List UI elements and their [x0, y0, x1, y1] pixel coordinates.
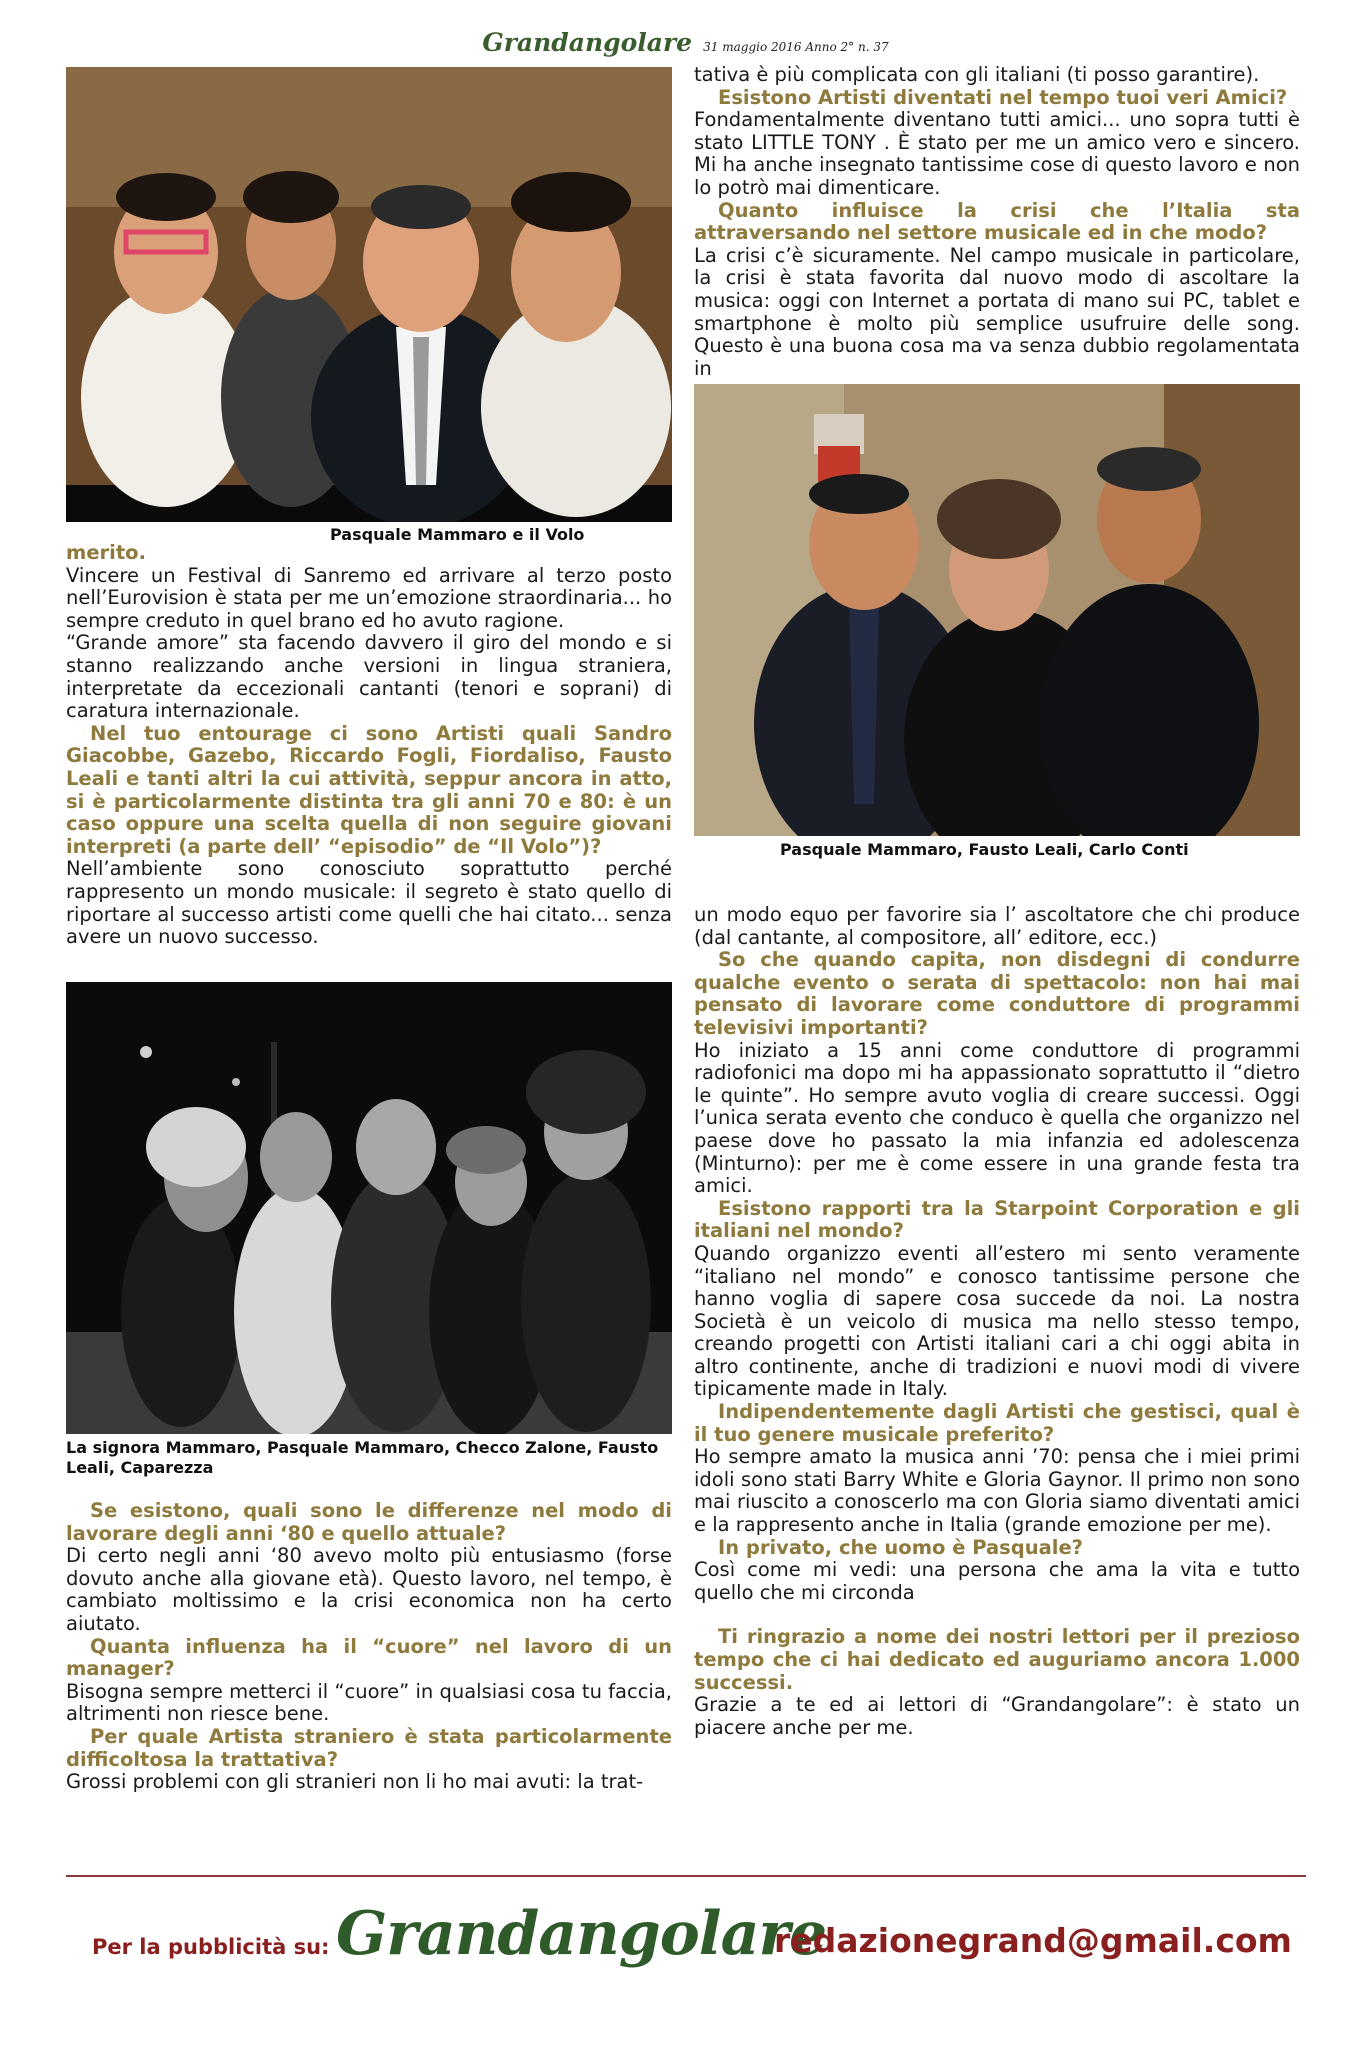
masthead-title: Grandangolare	[482, 28, 693, 57]
answer-left-top-2: “Grande amore” sta facendo davvero il giro del mondo e si stanno realizzando anche versioni in lingua straniera, interpretate da eccezionali cantanti (tenori e soprani) di caratura internazionale.	[66, 631, 672, 723]
caption-photo-2: Pasquale Mammaro, Fausto Leali, Carlo Conti	[780, 840, 1189, 859]
answer-right-bottom-6: Ho sempre amato la musica anni ’70: pensa che i miei primi idoli sono stati Barry White e Gloria Gaynor. Il primo non sono mai riuscito a conoscerlo ma con Gloria siamo diventati amici e la rappresento anche in Italia (grande emozione per me).	[694, 1445, 1300, 1537]
question-right-top-3: Quanto influisce la crisi che l’Italia sta attraversando nel settore musicale ed in che modo?	[694, 198, 1300, 245]
question-right-bottom-9: Ti ringrazio a nome dei nostri lettori per il prezioso tempo che ci hai dedicato ed auguriamo ancora 1.000 successi.	[694, 1625, 1300, 1694]
answer-right-bottom-2: Ho iniziato a 15 anni come conduttore di programmi radiofonici ma dopo mi ha appassionato soprattutto il “dietro le quinte”. Ho sempre avuto voglia di creare successi. Oggi l’unica serata evento che conduco è quella che organizzo nel paese dove ho passato la mia infanzia ed adolescenza (Minturno): per me è come essere in una grande festa tra amici.	[694, 1038, 1300, 1198]
question-right-bottom-3: Esistono rapporti tra la Starpoint Corporation e gli italiani nel mondo?	[694, 1196, 1300, 1243]
answer-left-top-1: Vincere un Festival di Sanremo ed arrivare al terzo posto nell’Eurovision è stata per me un’emozione straordinaria... ho sempre creduto in quel brano ed ho avuto ragione.	[66, 563, 672, 632]
caption-photo-1: Pasquale Mammaro e il Volo	[330, 525, 585, 544]
article-left-top	[66, 542, 672, 949]
footer-email[interactable]: redazionegrand@gmail.com	[774, 1921, 1292, 1960]
masthead-issue: 31 maggio 2016 Anno 2° n. 37	[703, 40, 889, 54]
question-left-bottom-4: Per quale Artista straniero è stata particolarmente difficoltosa la trattativa?	[66, 1724, 672, 1771]
question-left-bottom-0: Se esistono, quali sono le differenze nel modo di lavorare degli anni ‘80 e quello attuale?	[66, 1499, 672, 1545]
photo-mammaro-leali-conti	[694, 384, 1300, 836]
footer-ad	[66, 1899, 1306, 1985]
photo-group-bw	[66, 982, 672, 1434]
footer-divider	[66, 1875, 1306, 1877]
masthead	[0, 28, 1371, 57]
question-right-bottom-7: In privato, che uomo è Pasquale?	[718, 1535, 1083, 1559]
footer-ad-label: Per la pubblicità su:	[92, 1935, 330, 1959]
answer-right-bottom-0: un modo equo per favorire sia l’ ascoltatore che chi produce (dal cantante, al compositore, all’ editore, ecc.)	[694, 903, 1300, 949]
question-left-top-3: Nel tuo entourage ci sono Artisti quali Sandro Giacobbe, Gazebo, Riccardo Fogli, Fiordaliso, Fausto Leali e tanti altri la cui attività, seppur ancora in atto, si è particolarmente distinta tra gli anni 70 e 80: è un caso oppure una scelta quella di non seguire giovani interpreti (a parte dell’ “episodio” de “Il Volo”)?	[66, 721, 672, 858]
article-right-bottom	[694, 904, 1300, 1739]
answer-left-bottom-5: Grossi problemi con gli stranieri non li ho mai avuti: la trat-	[66, 1770, 644, 1794]
photo-mammaro-il-volo	[66, 67, 672, 522]
answer-right-bottom-4: Quando organizzo eventi all’estero mi sento veramente “italiano nel mondo” e conosco tantissime persone che hanno voglia di sapere cosa succede da noi. La nostra Società è un veicolo di musica ma nello stesso tempo, creando progetti con Artisti italiani cari a chi oggi abita in altro continente, anche di tradizioni e nuovi modi di vivere tipicamente made in Italy.	[694, 1241, 1300, 1401]
question-right-bottom-5: Indipendentemente dagli Artisti che gestisci, qual è il tuo genere musicale preferito?	[694, 1400, 1300, 1446]
article-left-bottom	[66, 1500, 672, 1794]
answer-left-top-4: Nell’ambiente sono conosciuto soprattutto perché rappresento un mondo musicale: il segreto è stato quello di riportare al successo artisti come quelli che hai citato... senza avere un nuovo successo.	[66, 857, 672, 949]
question-right-bottom-1: So che quando capita, non disdegni di condurre qualche evento o serata di spettacolo: non hai mai pensato di lavorare come conduttore di programmi televisivi importanti?	[694, 948, 1300, 1039]
answer-right-top-2: Fondamentalmente diventano tutti amici... uno sopra tutti è stato LITTLE TONY . È stato per me un amico vero e sincero. Mi ha anche insegnato tantissime cose di questo lavoro e non lo potrò mai dimenticare.	[694, 108, 1300, 199]
footer-logo: Grandangolare	[336, 1899, 827, 1969]
answer-right-top-4: La crisi c’è sicuramente. Nel campo musicale in particolare, la crisi è stata favorita dal nuovo modo di ascoltare la musica: oggi con Internet a portata di mano sui PC, tablet e smartphone è molto più semplice usufruire delle song. Questo è una buona cosa ma va senza dubbio regolamentata in	[694, 243, 1300, 380]
answer-right-top-0: tativa è più complicata con gli italiani (ti posso garantire).	[694, 63, 1260, 86]
question-left-bottom-2: Quanta influenza ha il “cuore” nel lavoro di un manager?	[66, 1634, 672, 1681]
answer-left-top-0: merito.	[66, 541, 146, 564]
answer-right-bottom-8: Così come mi vedi: una persona che ama la vita e tutto quello che mi circonda	[694, 1558, 1300, 1604]
question-right-top-1: Esistono Artisti diventati nel tempo tuoi veri Amici?	[718, 85, 1288, 109]
caption-photo-3: La signora Mammaro, Pasquale Mammaro, Checco Zalone, Fausto Leali, Caparezza	[66, 1438, 659, 1477]
answer-left-bottom-1: Di certo negli anni ‘80 avevo molto più entusiasmo (forse dovuto anche alla giovane età). Questo lavoro, nel tempo, è cambiato moltissimo e la crisi economica non ha certo aiutato.	[66, 1544, 672, 1635]
answer-right-bottom-10: Grazie a te ed ai lettori di “Grandangolare”: è stato un piacere anche per me.	[694, 1693, 1300, 1739]
article-right-top	[694, 64, 1300, 380]
answer-left-bottom-3: Bisogna sempre metterci il “cuore” in qualsiasi cosa tu faccia, altrimenti non riesce bene.	[66, 1679, 672, 1726]
